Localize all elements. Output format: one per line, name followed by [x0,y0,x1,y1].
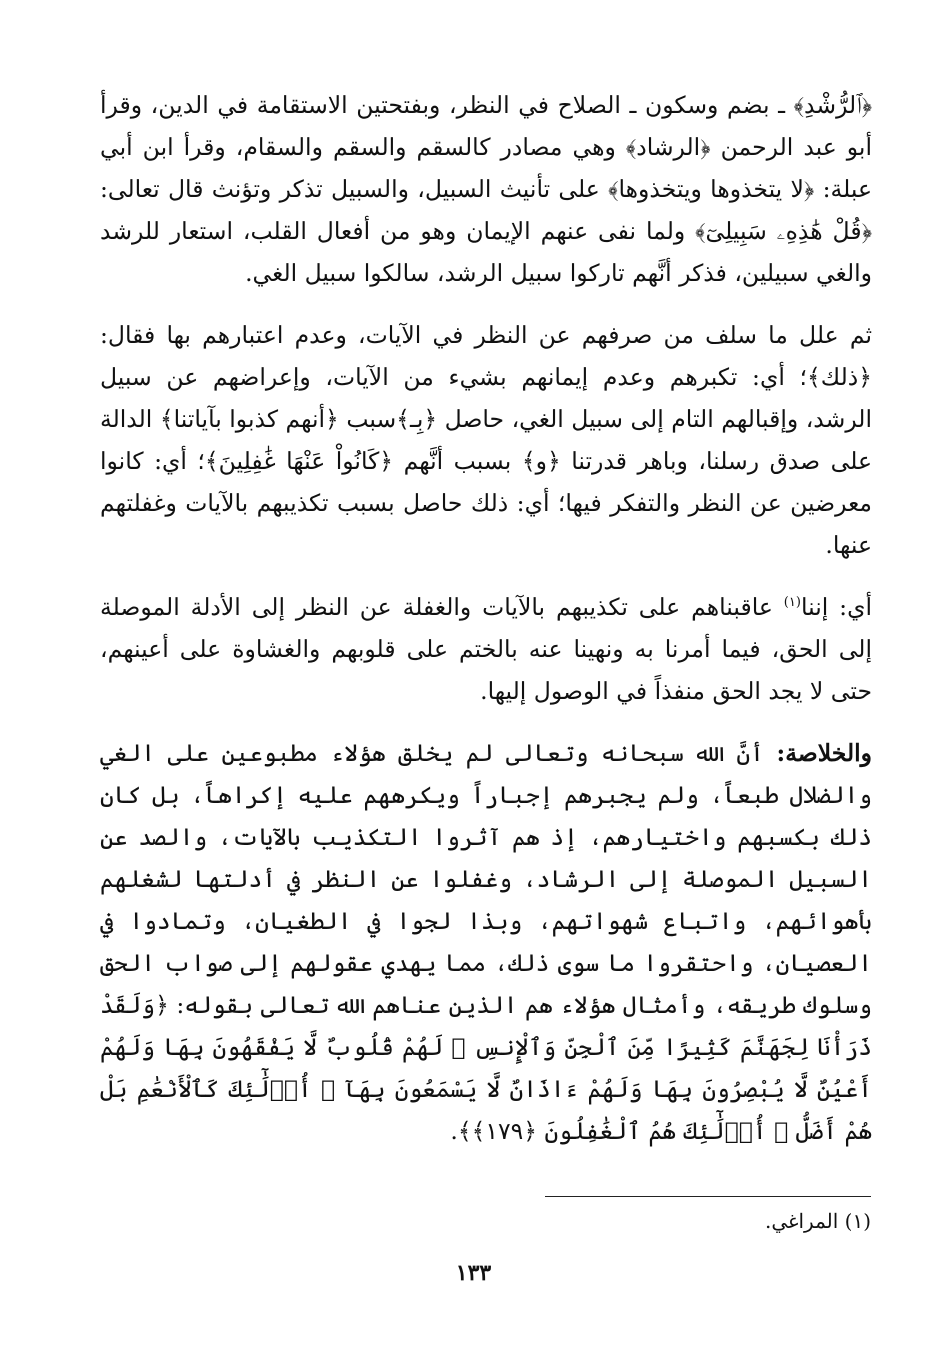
footnote-marker: (١) [783,595,801,611]
paragraph-3-text-before-note: أي: إننا [800,593,872,621]
paragraph-4 [100,732,872,1152]
footnote-divider [545,1196,871,1197]
paragraph-4-text: أنَّ الله سبحانه وتعالى لم يخلق هؤلاء مطبوعين على الغي والضلال طبعاً، ولم يجبرهم إجباراً ويكرههم عليه إكراهاً، بل كان ذلك بكسبهم واختيارهم، إذ هم آثروا التكذيب بالآيات، والصد عن السبيل الموصلة إلى الرشاد، وغفلوا عن النظر في أدلتها لشغلهم بأهوائهم، واتباع شهواتهم، وبذا لجوا في الطغيان، وتمادوا في العصيان، واحتقروا ما سوى ذلك، مما يهدي عقولهم إلى صواب الحق وسلوك طريقه، وأمثال هؤلاء هم الذين عناهم الله تعالى بقوله: ﴿وَلَقَدْ ذَرَأْنَا لِجَهَنَّمَ كَثِيرًا مِّنَ ٱلْجِنِّ وَٱلْإِنسِ ۖ لَهُمْ قُلُوبٌ لَّا يَفْقَهُونَ بِهَا وَلَهُمْ أَعْيُنٌ لَّا يُبْصِرُونَ بِهَا وَلَهُمْ ءَاذَانٌ لَّا يَسْمَعُونَ بِهَآ ۚ أُو۟لَٰٓئِكَ كَٱلْأَنْعَٰمِ بَلْ هُمْ أَضَلُّ ۚ أُو۟لَٰٓئِكَ هُمُ ٱلْغَٰفِلُونَ ﴿١٧٩﴾﴾. [100,739,873,1145]
page-number: ١٣٣ [455,1260,492,1286]
summary-heading: والخلاصة: [776,739,872,767]
page-body [100,84,872,1172]
paragraph-3-text: عاقبناهم على تكذيبهم بالآيات والغفلة عن النظر إلى الأدلة الموصلة إلى الحق، فيما أمرنا به ونهينا عنه بالختم على قلوبهم والغشاوة على أعينهم، حتى لا يجد الحق منفذاً في الوصول إليها. [100,593,872,705]
paragraph-3 [100,586,872,712]
footnote: (١) المراغي. [764,1209,871,1233]
paragraph-1-text: ﴿ٱلرُّشْدِ﴾ ـ بضم وسكون ـ الصلاح في النظر، وبفتحتين الاستقامة في الدين، وقرأ أبو عبد الرحمن ﴿الرشاد﴾ وهي مصادر كالسقم والسقم والسقام، وقرأ ابن أبي عبلة: ﴿لا يتخذوها ويتخذوها﴾ على تأنيث السبيل، والسبيل تذكر وتؤنث قال تعالى: ﴿قُلْ هَٰذِهِۦ سَبِيلِىٓ﴾ ولما نفى عنهم الإيمان وهو من أفعال القلب، استعار للرشد والغي سبيلين، فذكر أنَّهم تاركوا سبيل الرشد، سالكوا سبيل الغي. [100,91,872,287]
paragraph-1 [100,84,872,294]
paragraph-2-text: ثم علل ما سلف من صرفهم عن النظر في الآيات، وعدم اعتبارهم بها فقال: ﴿ذلك﴾؛ أي: تكبرهم وعدم إيمانهم بشيء من الآيات، وإعراضهم عن سبيل الرشد، وإقبالهم التام إلى سبيل الغي، حاصل ﴿بِـ﴾سبب ﴿أنهم كذبوا بآياتنا﴾ الدالة على صدق رسلنا، وباهر قدرتنا ﴿و﴾ بسبب أنَّهم ﴿كَانُواْ عَنْهَا غَٰفِلِينَ﴾؛ أي: كانوا معرضين عن النظر والتفكر فيها؛ أي: ذلك حاصل بسبب تكذيبهم بالآيات وغفلتهم عنها. [100,321,872,559]
paragraph-2 [100,314,872,566]
